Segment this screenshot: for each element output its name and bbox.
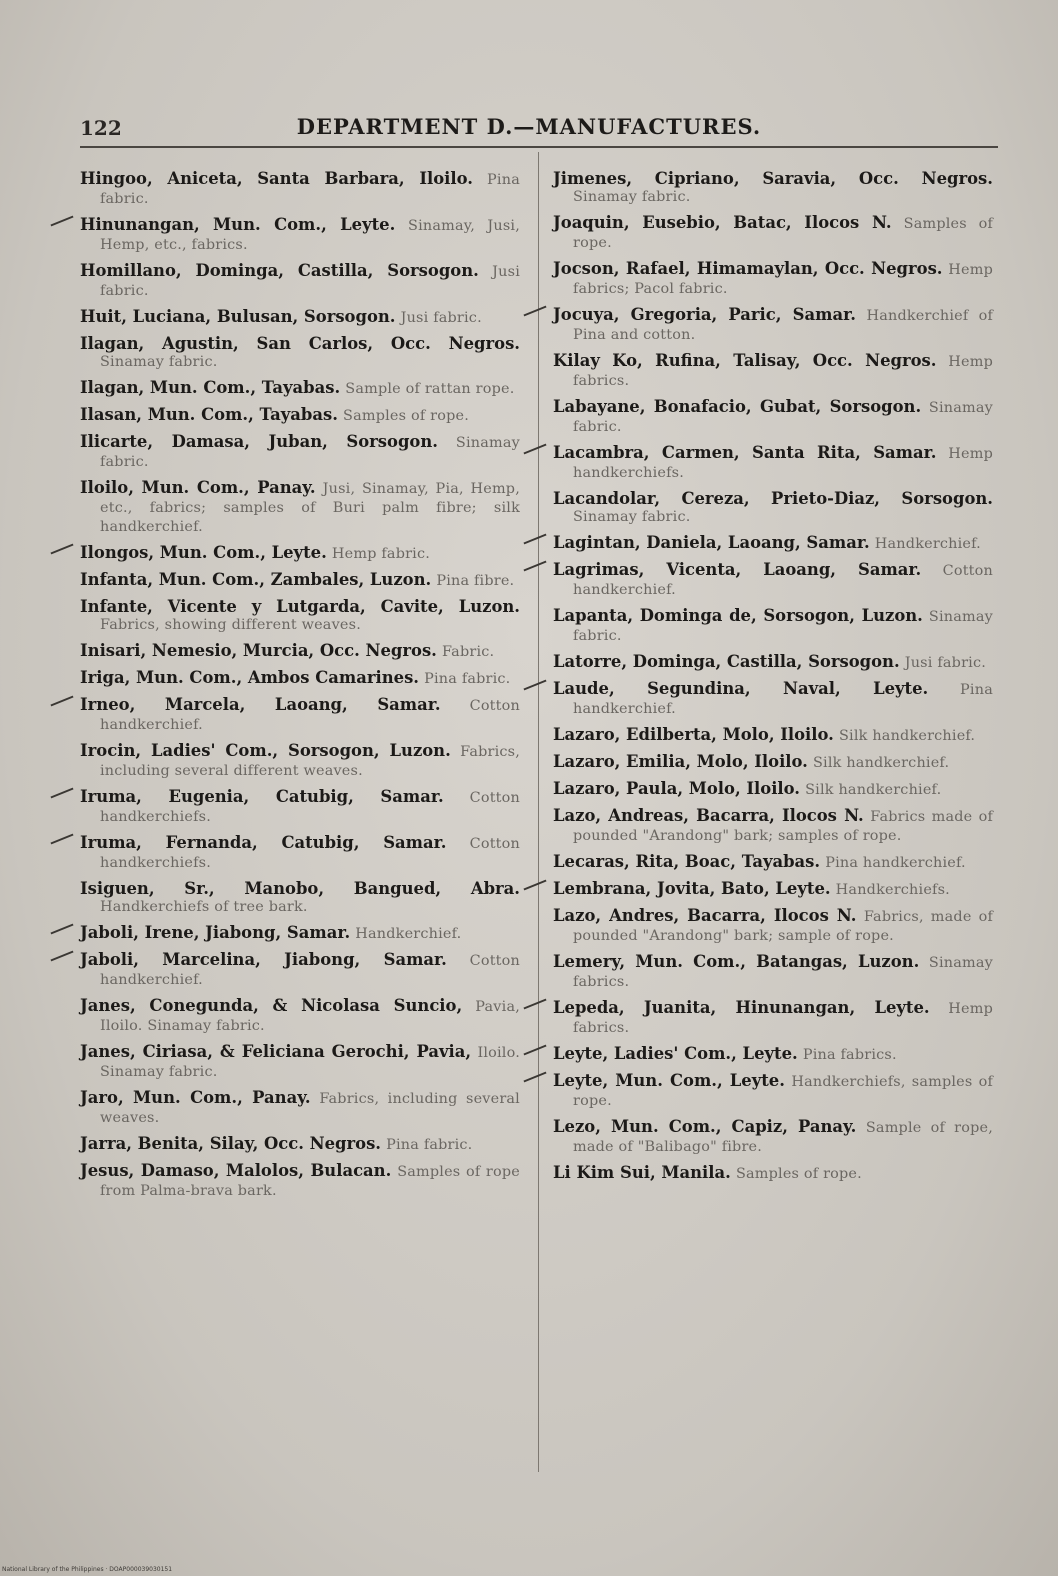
exhibitor-name: Lapanta, Dominga de, Sorsogon, Luzon.	[553, 606, 923, 625]
catalog-entry	[553, 170, 993, 206]
catalog-entry	[80, 170, 520, 208]
exhibit-description: Fabrics, made of pounded "Arandong" bark; sample of rope.	[573, 909, 993, 944]
catalog-entry	[553, 907, 993, 945]
exhibitor-name: Jaboli, Irene, Jiabong, Samar.	[80, 923, 351, 942]
exhibitor-name: Labayane, Bonafacio, Gubat, Sorsogon.	[553, 397, 922, 416]
catalog-entry	[80, 1135, 520, 1154]
exhibit-description: Iloilo. Sinamay fabric.	[100, 1045, 520, 1080]
pencil-check-mark-icon	[523, 1072, 546, 1083]
catalog-entry	[80, 951, 520, 989]
exhibit-description: Pina handkerchief.	[825, 855, 966, 871]
exhibit-description: Silk handkerchief.	[812, 755, 950, 771]
exhibit-description: Sinamay fabric.	[573, 400, 993, 435]
exhibitor-name: Lecaras, Rita, Boac, Tayabas.	[553, 852, 821, 871]
catalog-entry	[80, 1089, 520, 1127]
pencil-check-mark-icon	[50, 924, 73, 935]
catalog-entry	[553, 653, 993, 672]
catalog-entry	[80, 1043, 520, 1081]
exhibitor-name: Infante, Vicente y Lutgarda, Cavite, Luzon.	[80, 597, 520, 616]
exhibitor-name: Infanta, Mun. Com., Zambales, Luzon.	[80, 570, 432, 589]
exhibitor-name: Latorre, Dominga, Castilla, Sorsogon.	[553, 652, 900, 671]
exhibit-description: Cotton handkerchiefs.	[100, 790, 520, 825]
exhibitor-name: Lepeda, Juanita, Hinunangan, Leyte.	[553, 998, 930, 1017]
exhibit-description: Pina fibre.	[436, 573, 515, 589]
exhibit-description: Cotton handkerchief.	[100, 698, 520, 733]
catalog-entry	[80, 880, 520, 916]
catalog-entry	[553, 561, 993, 599]
pencil-check-mark-icon	[523, 444, 546, 455]
exhibit-description: Handkerchief of Pina and cotton.	[573, 308, 993, 343]
exhibit-description: Pina handkerchief.	[573, 682, 993, 717]
catalog-entry	[80, 742, 520, 780]
catalog-entry	[80, 1162, 520, 1200]
exhibitor-name: Lazaro, Edilberta, Molo, Iloilo.	[553, 725, 834, 744]
exhibitor-name: Lazaro, Emilia, Molo, Iloilo.	[553, 752, 808, 771]
exhibitor-name: Lacambra, Carmen, Santa Rita, Samar.	[553, 443, 937, 462]
exhibitor-name: Janes, Ciriasa, & Feliciana Gerochi, Pavia,	[80, 1042, 472, 1061]
exhibitor-name: Iloilo, Mun. Com., Panay.	[80, 478, 316, 497]
catalog-entry	[80, 544, 520, 563]
exhibit-description: Samples of rope from Palma-brava bark.	[100, 1164, 520, 1199]
pencil-check-mark-icon	[50, 788, 73, 799]
exhibitor-name: Lacandolar, Cereza, Prieto-Diaz, Sorsogon.	[553, 489, 993, 508]
exhibitor-name: Lagrimas, Vicenta, Laoang, Samar.	[553, 560, 922, 579]
catalog-entry	[80, 924, 520, 943]
exhibit-description: Handkerchiefs, samples of rope.	[573, 1074, 993, 1109]
exhibit-description: Handkerchief.	[355, 926, 462, 942]
catalog-entry	[553, 607, 993, 645]
catalog-entry	[80, 479, 520, 536]
exhibitor-name: Jocuya, Gregoria, Paric, Samar.	[553, 305, 856, 324]
exhibit-description: Pina fabric.	[100, 172, 520, 207]
exhibitor-name: Lemery, Mun. Com., Batangas, Luzon.	[553, 952, 920, 971]
pencil-check-mark-icon	[50, 951, 73, 962]
exhibitor-name: Jarra, Benita, Silay, Occ. Negros.	[80, 1134, 382, 1153]
catalog-entry	[80, 788, 520, 826]
library-credit: National Library of the Philippines · DOAP000039030151	[2, 1566, 173, 1573]
left-column	[80, 170, 520, 1208]
pencil-check-mark-icon	[523, 534, 546, 545]
pencil-check-mark-icon	[523, 561, 546, 572]
exhibitor-name: Leyte, Mun. Com., Leyte.	[553, 1071, 785, 1090]
catalog-entry	[553, 680, 993, 718]
catalog-entry	[553, 534, 993, 553]
exhibitor-name: Lagintan, Daniela, Laoang, Samar.	[553, 533, 870, 552]
catalog-entry	[80, 262, 520, 300]
catalog-entry	[553, 853, 993, 872]
exhibitor-name: Hinunangan, Mun. Com., Leyte.	[80, 215, 396, 234]
catalog-entry	[80, 571, 520, 590]
pencil-check-mark-icon	[523, 680, 546, 691]
exhibitor-name: Jaboli, Marcelina, Jiabong, Samar.	[80, 950, 447, 969]
catalog-entry	[80, 834, 520, 872]
exhibitor-name: Li Kim Sui, Manila.	[553, 1163, 731, 1182]
catalog-entry	[80, 642, 520, 661]
exhibit-description: Sinamay fabric.	[573, 609, 993, 644]
exhibit-description: Pavia, Iloilo. Sinamay fabric.	[100, 999, 520, 1034]
exhibitor-name: Leyte, Ladies' Com., Leyte.	[553, 1044, 798, 1063]
catalog-entry	[553, 1072, 993, 1110]
column-divider	[538, 152, 539, 1472]
exhibitor-name: Homillano, Dominga, Castilla, Sorsogon.	[80, 261, 479, 280]
exhibitor-name: Lezo, Mun. Com., Capiz, Panay.	[553, 1117, 857, 1136]
catalog-entry	[553, 444, 993, 482]
exhibitor-name: Ilicarte, Damasa, Juban, Sorsogon.	[80, 432, 438, 451]
exhibitor-name: Ilongos, Mun. Com., Leyte.	[80, 543, 327, 562]
exhibit-description: Hemp handkerchiefs.	[573, 446, 993, 481]
exhibitor-name: Janes, Conegunda, & Nicolasa Suncio,	[80, 996, 463, 1015]
exhibit-description: Cotton handkerchief.	[573, 563, 993, 598]
exhibitor-name: Jocson, Rafael, Himamaylan, Occ. Negros.	[553, 259, 943, 278]
exhibit-description: Pina fabric.	[386, 1137, 473, 1153]
exhibit-description: Handkerchiefs.	[835, 882, 950, 898]
exhibit-description: Fabrics, showing different weaves.	[100, 617, 361, 633]
header-rule	[80, 146, 998, 148]
catalog-entry	[80, 433, 520, 471]
exhibit-description: Cotton handkerchief.	[100, 953, 520, 988]
exhibitor-name: Inisari, Nemesio, Murcia, Occ. Negros.	[80, 641, 437, 660]
exhibitor-name: Laude, Segundina, Naval, Leyte.	[553, 679, 929, 698]
pencil-check-mark-icon	[50, 544, 73, 555]
exhibit-description: Sample of rope, made of "Balibago" fibre.	[573, 1120, 993, 1155]
catalog-entry	[80, 598, 520, 634]
exhibitor-name: Ilasan, Mun. Com., Tayabas.	[80, 405, 338, 424]
pencil-check-mark-icon	[50, 834, 73, 845]
exhibitor-name: Iruma, Eugenia, Catubig, Samar.	[80, 787, 444, 806]
exhibitor-name: Ilagan, Agustin, San Carlos, Occ. Negros.	[80, 334, 520, 353]
catalog-entry	[80, 696, 520, 734]
exhibit-description: Fabrics, including several different weaves.	[100, 744, 521, 779]
catalog-entry	[80, 379, 520, 398]
exhibit-description: Jusi, Sinamay, Pia, Hemp, etc., fabrics; samples of Buri palm fibre; silk handkerchief.	[100, 481, 520, 535]
exhibitor-name: Huit, Luciana, Bulusan, Sorsogon.	[80, 307, 396, 326]
catalog-entry	[80, 335, 520, 371]
exhibit-description: Samples of rope.	[735, 1166, 862, 1182]
exhibit-description: Sample of rattan rope.	[345, 381, 515, 397]
exhibitor-name: Irocin, Ladies' Com., Sorsogon, Luzon.	[80, 741, 451, 760]
exhibit-description: Sinamay fabrics.	[573, 955, 993, 990]
pencil-check-mark-icon	[50, 696, 73, 707]
catalog-entry	[553, 999, 993, 1037]
catalog-entry	[553, 352, 993, 390]
exhibit-description: Silk handkerchief.	[838, 728, 976, 744]
catalog-entry	[553, 490, 993, 526]
exhibit-description: Pina fabrics.	[802, 1047, 897, 1063]
catalog-entry	[553, 214, 993, 252]
exhibit-description: Fabrics, including several weaves.	[100, 1091, 520, 1126]
catalog-entry	[80, 216, 520, 254]
catalog-entry	[553, 807, 993, 845]
catalog-entry	[553, 260, 993, 298]
exhibitor-name: Jesus, Damaso, Malolos, Bulacan.	[80, 1161, 392, 1180]
exhibit-description: Jusi fabric.	[904, 655, 986, 671]
exhibitor-name: Joaquin, Eusebio, Batac, Ilocos N.	[553, 213, 892, 232]
catalog-entry	[553, 1164, 993, 1183]
exhibit-description: Jusi fabric.	[400, 310, 482, 326]
exhibit-description: Sinamay fabric.	[573, 189, 691, 205]
running-head-title: DEPARTMENT D.—MANUFACTURES.	[296, 114, 762, 139]
exhibitor-name: Iruma, Fernanda, Catubig, Samar.	[80, 833, 447, 852]
exhibitor-name: Isiguen, Sr., Manobo, Bangued, Abra.	[80, 879, 520, 898]
pencil-check-mark-icon	[523, 306, 546, 317]
exhibitor-name: Hingoo, Aniceta, Santa Barbara, Iloilo.	[80, 169, 473, 188]
exhibitor-name: Iriga, Mun. Com., Ambos Camarines.	[80, 668, 420, 687]
exhibitor-name: Lazo, Andres, Bacarra, Ilocos N.	[553, 906, 857, 925]
catalog-entry	[553, 398, 993, 436]
exhibit-description: Sinamay fabric.	[100, 354, 218, 370]
exhibitor-name: Lazaro, Paula, Molo, Iloilo.	[553, 779, 801, 798]
pencil-check-mark-icon	[523, 1045, 546, 1056]
exhibitor-name: Lazo, Andreas, Bacarra, Ilocos N.	[553, 806, 864, 825]
exhibitor-name: Jimenes, Cipriano, Saravia, Occ. Negros.	[553, 169, 993, 188]
exhibitor-name: Ilagan, Mun. Com., Tayabas.	[80, 378, 341, 397]
exhibit-description: Sinamay fabric.	[100, 435, 520, 470]
catalog-entry	[80, 406, 520, 425]
exhibit-description: Handkerchiefs of tree bark.	[100, 899, 308, 915]
exhibitor-name: Jaro, Mun. Com., Panay.	[80, 1088, 311, 1107]
pencil-check-mark-icon	[523, 999, 546, 1010]
catalog-entry	[80, 308, 520, 327]
exhibit-description: Fabrics made of pounded "Arandong" bark; samples of rope.	[573, 809, 993, 844]
exhibit-description: Hemp fabrics.	[573, 354, 993, 389]
exhibit-description: Fabric.	[441, 644, 495, 660]
exhibitor-name: Lembrana, Jovita, Bato, Leyte.	[553, 879, 831, 898]
exhibit-description: Handkerchief.	[874, 536, 981, 552]
exhibit-description: Hemp fabrics.	[573, 1001, 993, 1036]
right-column	[553, 170, 993, 1191]
exhibit-description: Hemp fabric.	[331, 546, 431, 562]
exhibit-description: Samples of rope.	[573, 216, 993, 251]
catalog-entry	[80, 669, 520, 688]
catalog-entry	[553, 726, 993, 745]
exhibit-description: Pina fabric.	[424, 671, 511, 687]
catalog-entry	[80, 997, 520, 1035]
catalog-entry	[553, 1118, 993, 1156]
exhibitor-name: Kilay Ko, Rufina, Talisay, Occ. Negros.	[553, 351, 937, 370]
pencil-check-mark-icon	[523, 880, 546, 891]
exhibit-description: Sinamay fabric.	[573, 509, 691, 525]
page-number: 122	[80, 116, 122, 140]
catalog-entry	[553, 1045, 993, 1064]
exhibit-description: Hemp fabrics; Pacol fabric.	[573, 262, 993, 297]
catalog-entry	[553, 953, 993, 991]
exhibit-description: Sinamay, Jusi, Hemp, etc., fabrics.	[100, 218, 520, 253]
exhibit-description: Cotton handkerchiefs.	[100, 836, 520, 871]
pencil-check-mark-icon	[50, 216, 73, 227]
catalog-entry	[553, 753, 993, 772]
catalog-entry	[553, 306, 993, 344]
exhibit-description: Jusi fabric.	[100, 264, 520, 299]
exhibit-description: Silk handkerchief.	[805, 782, 942, 798]
catalog-entry	[553, 880, 993, 899]
exhibit-description: Samples of rope.	[343, 408, 470, 424]
exhibitor-name: Irneo, Marcela, Laoang, Samar.	[80, 695, 441, 714]
catalog-entry	[553, 780, 993, 799]
